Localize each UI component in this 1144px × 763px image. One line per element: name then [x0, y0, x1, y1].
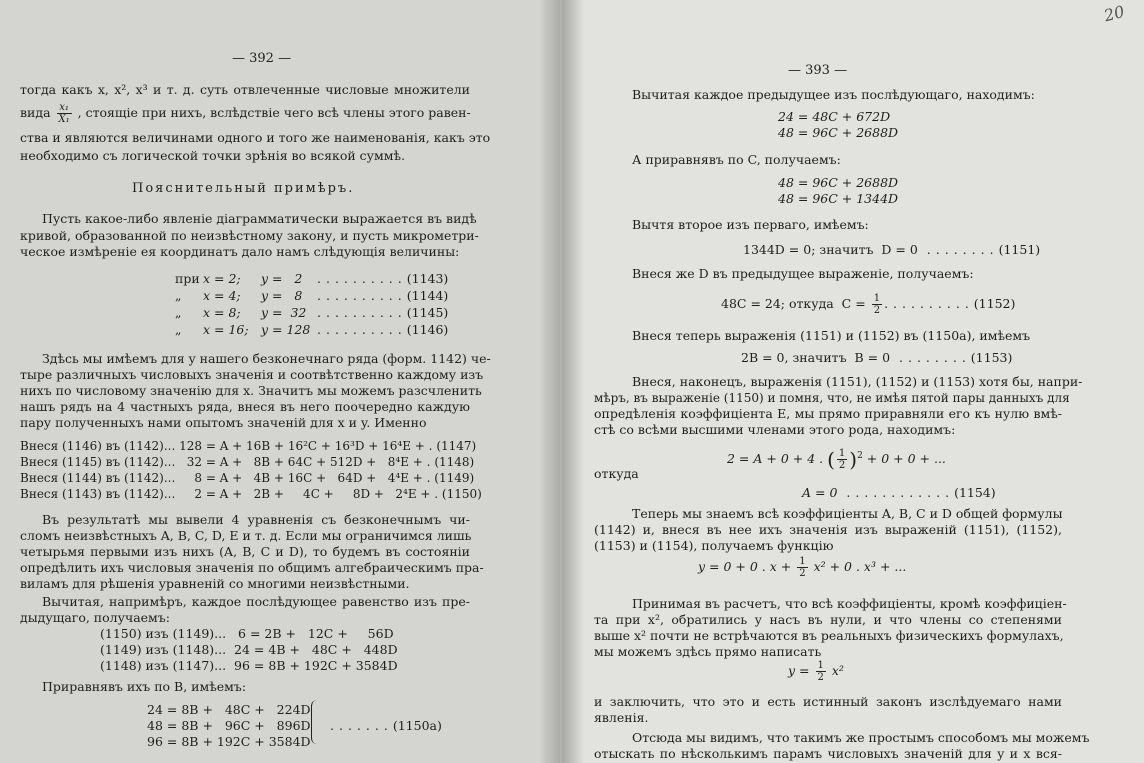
- paragraph-line: явленія.: [594, 710, 649, 725]
- system-row: 24 = 8B + 48C + 224D: [147, 702, 311, 717]
- paragraph-line: виламъ для рѣшенія уравненій со многими неизвѣстными.: [20, 576, 410, 591]
- paragraph-line: Внеся, наконецъ, выраженія (1151), (1152) и (1153) хотя бы, напри-: [632, 374, 1083, 389]
- fraction-half: $\frac{1}{2}$: [817, 660, 824, 683]
- intro-line: необходимо съ логической точки зрѣнія во всякой суммѣ.: [20, 148, 405, 163]
- intro-line: ства и являются величинами одного и того же наименованія, какъ это: [20, 130, 491, 145]
- paragraph-line: Въ результатѣ мы вывели 4 уравненія съ безконечнымъ чи-: [42, 512, 470, 527]
- function-equation: y = 0 + 0 . x + $\frac{1}{2}$ x² + 0 . x³ + ...: [698, 556, 907, 579]
- paragraph-line: та при x², обратились у насъ въ нули, и что члены со степенями: [594, 612, 1062, 627]
- paragraph-line: выше x² почти не встрѣчаются въ реальныхъ физическихъ формулахъ,: [594, 628, 1064, 643]
- paragraph-line: Вычитая, напримѣръ, каждое послѣдующее равенство изъ пре-: [42, 594, 470, 609]
- substitution-row: Внеся (1146) въ (1142)... 128 = A + 16B + 16²C + 16³D + 16⁴E + . (1147): [20, 439, 477, 453]
- equation: 48 = 96C + 2688D: [778, 125, 899, 140]
- paragraph-line: стѣ со всѣми высшими членами этого рода, находимъ:: [594, 422, 956, 437]
- paragraph-line: Внеся теперь выраженія (1151) и (1152) въ (1150a), имѣемъ: [632, 328, 1031, 343]
- system-brace: [311, 700, 320, 744]
- data-row: „ x = 16; y = 128 ..........(1146): [175, 322, 449, 337]
- left-page: [0, 0, 560, 763]
- paragraph-line: Вычтя второе изъ перваго, имѣемъ:: [632, 217, 869, 232]
- paragraph-line: Приравнявъ ихъ по B, имѣемъ:: [42, 679, 247, 694]
- fraction-half: $\frac{1}{2}$: [838, 448, 846, 472]
- paragraph-line: ческое измѣреніе ея координатъ дало намъ слѣдующія величины:: [20, 244, 460, 259]
- fraction: $\frac{\text{x₁}}{\text{X₁}}$: [58, 102, 70, 125]
- substitution-row: Внеся (1145) въ (1142)... 32 = A + 8B + 64C + 512D + 8⁴E + . (1148): [20, 455, 475, 469]
- paragraph-line: мѣръ, въ выраженіе (1150) и помня, что, не имѣя пятой пары данныхъ для: [594, 391, 1070, 405]
- paragraph-line: нихъ по числовому значенію для x. Значитъ мы можемъ разсчленить: [20, 383, 482, 398]
- paragraph-line: Вычитая каждое предыдущее изъ послѣдующаго, находимъ:: [632, 87, 1035, 102]
- equation-1151: 1344D = 0; значитъ D = 0 ........(1151): [743, 242, 1041, 257]
- equation: 24 = 48C + 672D: [778, 109, 891, 124]
- difference-row: (1149) изъ (1148)... 24 = 4B + 48C + 448D: [100, 642, 398, 657]
- data-row: при x = 2; y = 2 ..........(1143): [175, 271, 449, 286]
- paragraph-line: (1153) и (1154), получаемъ функцію: [594, 538, 834, 553]
- fraction-half: $\frac{1}{2}$: [799, 556, 806, 579]
- paragraph-line: пару полученныхъ нами опытомъ значеній для x и y. Именно: [20, 415, 427, 430]
- paragraph-line: и заключить, что это и есть истинный законъ изслѣдуемаго нами: [594, 694, 1062, 709]
- equation: 48 = 96C + 1344D: [778, 191, 899, 206]
- paragraph-line: Теперь мы знаемъ всѣ коэффиціенты A, B, C и D общей формулы: [632, 506, 1063, 521]
- final-law: y = $\frac{1}{2}$ x²: [788, 660, 844, 683]
- equation: 48 = 96C + 2688D: [778, 175, 899, 190]
- paragraph-line: А приравнявъ по C, получаемъ:: [632, 152, 841, 167]
- paragraph-line: четырьмя первыми изъ нихъ (A, B, C и D), то будемъ въ состояніи: [20, 544, 470, 559]
- paragraph-line: опредѣлить ихъ числовыя значенія по общимъ алгебраическимъ пра-: [20, 560, 484, 575]
- paragraph-line: (1142) и, внеся въ нее ихъ значенія изъ выраженій (1151), (1152),: [594, 522, 1062, 537]
- book-gutter: [538, 0, 584, 763]
- equation-big: 2 = A + 0 + 4 . ( $\frac{1}{2}$ )$^2$ + 0 + 0 + ...: [727, 447, 946, 472]
- paragraph-line: Здѣсь мы имѣемъ для y нашего безконечнаго ряда (форм. 1142) че-: [42, 351, 491, 366]
- paragraph-line: кривой, образованной по неизвѣстному закону, и пусть микрометри-: [20, 228, 479, 243]
- intro-line: вида $\frac{\text{x₁}}{\text{X₁}}$ , стоящіе при нихъ, вслѣдствіе чего всѣ члены этого равен-: [20, 102, 471, 125]
- substitution-row: Внеся (1143) въ (1142)... 2 = A + 2B + 4C + 8D + 2⁴E + . (1150): [20, 487, 482, 501]
- paragraph-line: Внеся же D въ предыдущее выраженіе, получаемъ:: [632, 266, 974, 281]
- intro-line: тогда какъ x, x², x³ и т. д. суть отвлеченные числовые множители: [20, 82, 470, 97]
- paragraph-line: тыре различныхъ числовыхъ значенія и соотвѣтственно каждому изъ: [20, 367, 484, 382]
- paragraph-line: опредѣленія коэффиціента E, мы прямо приравняли его къ нулю вмѣ-: [594, 406, 1062, 421]
- paragraph-line: сломъ неизвѣстныхъ A, B, C, D, E и т. д. Если мы ограничимся лишь: [20, 528, 472, 543]
- difference-row: (1150) изъ (1149)... 6 = 2B + 12C + 56D: [100, 626, 394, 641]
- difference-row: (1148) изъ (1147)... 96 = 8B + 192C + 3584D: [100, 658, 398, 673]
- paragraph-line: Пусть какое-либо явленіе діаграмматически выражается въ видѣ: [42, 211, 477, 226]
- section-heading: Пояснительный примѣръ.: [132, 181, 355, 196]
- data-row: „ x = 4; y = 8 ..........(1144): [175, 288, 449, 303]
- equation-1152: 48C = 24; откуда C = $\frac{1}{2}$ ..........(1152): [721, 293, 1016, 316]
- paragraph-line: нашъ рядъ на 4 частныхъ ряда, внеся въ него поочередно каждую: [20, 399, 470, 414]
- equation-1153: 2B = 0, значитъ B = 0 ........(1153): [741, 350, 1013, 365]
- system-row: 96 = 8B + 192C + 3584D: [147, 734, 311, 749]
- system-row: 48 = 8B + 96C + 896D: [147, 718, 311, 733]
- system-ref: .......(1150a): [330, 718, 442, 733]
- paragraph-line: откуда: [594, 466, 639, 481]
- paragraph-line: Отсюда мы видимъ, что такимъ же простымъ способомъ мы можемъ: [632, 730, 1090, 745]
- paragraph-line: отыскать по нѣсколькимъ парамъ числовыхъ значеній для y и x вся-: [594, 746, 1062, 761]
- paragraph-line: Принимая въ расчетъ, что всѣ коэффиціенты, кромѣ коэффиціен-: [632, 596, 1067, 611]
- data-row: „ x = 8; y = 32 ..........(1145): [175, 305, 449, 320]
- page-number-393: — 393 —: [788, 63, 848, 78]
- right-page: [560, 0, 1144, 763]
- page-number-392: — 392 —: [232, 51, 292, 66]
- paragraph-line: дыдущаго, получаемъ:: [20, 610, 170, 625]
- fraction-half: $\frac{1}{2}$: [873, 293, 881, 316]
- paragraph-line: мы можемъ здѣсь прямо написать: [594, 644, 822, 659]
- substitution-row: Внеся (1144) въ (1142)... 8 = A + 4B + 16C + 64D + 4⁴E + . (1149): [20, 471, 475, 485]
- equation-1154: A = 0 ............(1154): [802, 485, 996, 500]
- corner-handwritten-mark: 20: [1101, 1, 1127, 26]
